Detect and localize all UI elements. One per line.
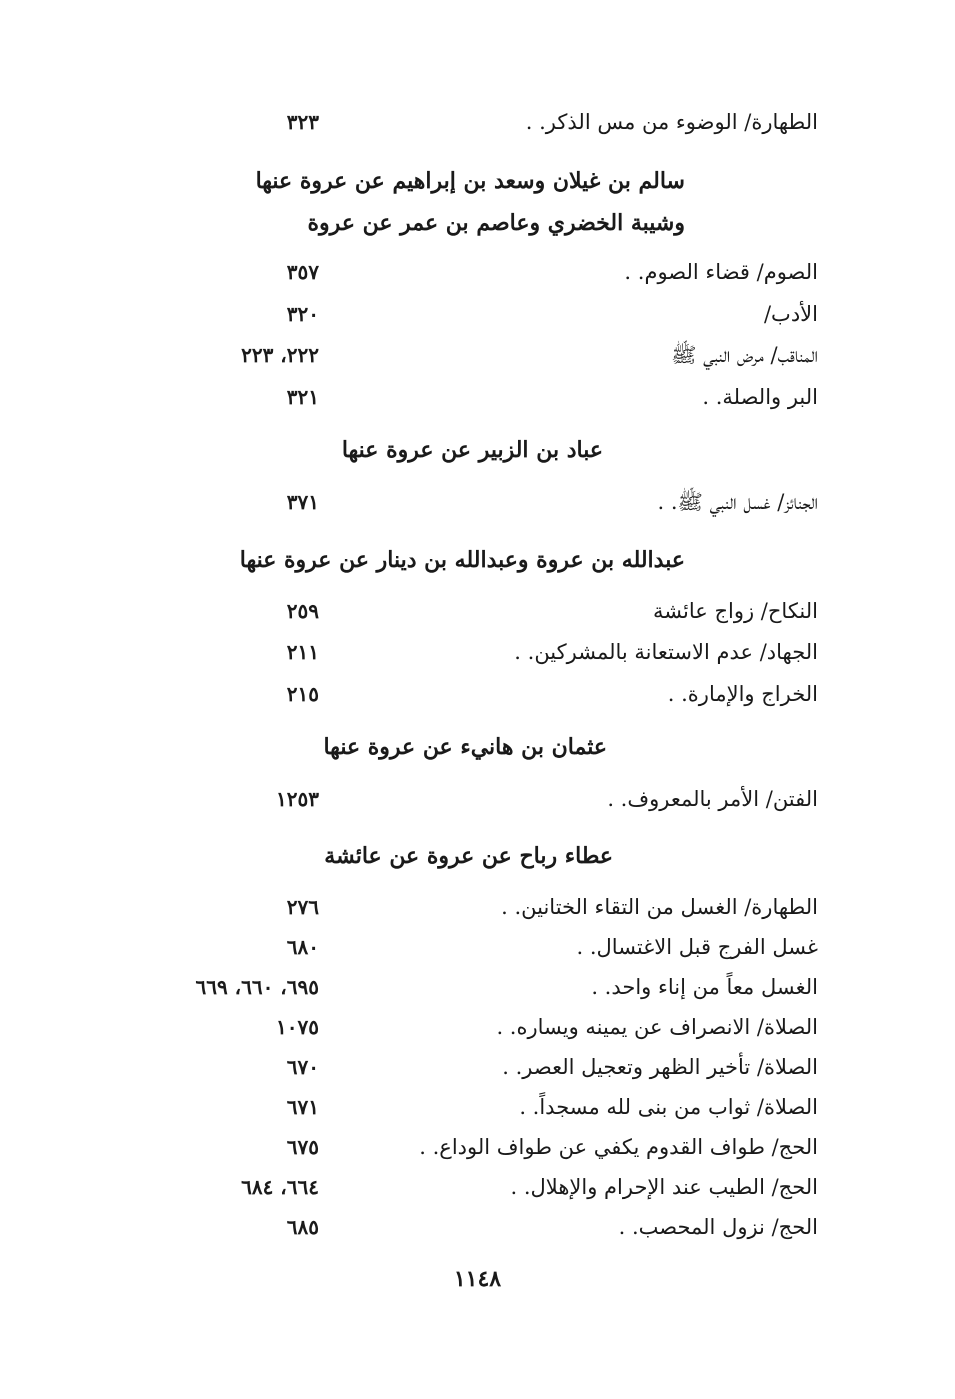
narrator-heading: سالم بن غيلان وسعد بن إبراهيم عن عروة عنها xyxy=(255,168,685,194)
narrator-heading: وشيبة الخضري وعاصم بن عمر عن عروة xyxy=(307,210,685,236)
index-entry xyxy=(0,594,955,628)
entry-pages: ٣٢٠ xyxy=(286,302,319,326)
entry-pages: ٢٥٩ xyxy=(286,599,319,623)
entry-pages: ٦٩٥، ٦٦٠، ٦٦٩ xyxy=(195,975,319,999)
entry-pages: ٣٥٧ xyxy=(286,260,319,284)
index-entry xyxy=(0,255,955,289)
entry-pages: ٣٢١ xyxy=(286,385,319,409)
entry-topic: الجنائز/ غسل النبي ﷺ. . xyxy=(657,490,818,514)
index-entry xyxy=(0,1010,955,1044)
entry-pages: ٣٧١ xyxy=(286,490,319,514)
index-entry xyxy=(0,1170,955,1204)
entry-topic: الصلاة/ الانصراف عن يمينه ويساره. . xyxy=(496,1015,818,1039)
index-entry xyxy=(0,105,955,139)
index-entry xyxy=(0,635,955,669)
narrator-heading: عثمان بن هانيء عن عروة عنها xyxy=(323,734,607,760)
entry-pages: ٦٧٠ xyxy=(286,1055,319,1079)
entry-topic: الجهاد/ عدم الاستعانة بالمشركين. . xyxy=(514,640,818,664)
entry-topic: الفتن/ الأمر بالمعروف. . xyxy=(607,787,818,811)
entry-topic: غسل الفرج قبل الاغتسال. . xyxy=(576,935,818,959)
index-entry xyxy=(0,677,955,711)
index-entry xyxy=(0,1210,955,1244)
index-entry xyxy=(0,782,955,816)
index-entry xyxy=(0,1090,955,1124)
entry-topic: الصلاة/ ثواب من بنى لله مسجداً. . xyxy=(519,1095,818,1119)
index-entry xyxy=(0,380,955,414)
index-entry xyxy=(0,1050,955,1084)
entry-topic: الصوم/ قضاء الصوم. . xyxy=(624,260,818,284)
entry-topic: الخراج والإمارة. . xyxy=(667,682,818,706)
entry-topic: الحج/ نزول المحصب. . xyxy=(618,1215,818,1239)
entry-topic: الطهارة/ الغسل من التقاء الختانين. . xyxy=(501,895,818,919)
entry-topic: الطهارة/ الوضوء من مس الذكر. . xyxy=(525,110,818,134)
narrator-heading: عباد بن الزبير عن عروة عنها xyxy=(341,437,603,463)
entry-pages: ٢١١ xyxy=(286,640,319,664)
entry-pages: ٢٧٦ xyxy=(286,895,319,919)
entry-topic: المناقب/ مرض النبي ﷺ xyxy=(671,343,818,367)
entry-topic: الصلاة/ تأخير الظهر وتعجيل العصر. . xyxy=(502,1055,818,1079)
narrator-heading: عطاء رباح عن عروة عن عائشة xyxy=(324,843,613,869)
index-entry xyxy=(0,338,955,372)
entry-topic: الغسل معاً من إناء واحد. . xyxy=(591,975,818,999)
entry-pages: ٦٦٤، ٦٨٤ xyxy=(241,1175,319,1199)
narrator-heading: عبدالله بن عروة وعبدالله بن دينار عن عروة عنها xyxy=(239,547,685,573)
entry-pages: ٣٢٣ xyxy=(286,110,319,134)
entry-pages: ١٠٧٥ xyxy=(276,1015,319,1039)
index-entry xyxy=(0,970,955,1004)
index-entry xyxy=(0,485,955,519)
entry-topic: الحج/ الطيب عند الإحرام والإهلال. . xyxy=(510,1175,818,1199)
index-entry xyxy=(0,297,955,331)
index-entry xyxy=(0,930,955,964)
page-number: ١١٤٨ xyxy=(453,1266,502,1292)
entry-topic: البر والصلة. . xyxy=(702,385,818,409)
index-entry xyxy=(0,890,955,924)
entry-topic: الأدب/ xyxy=(763,302,818,326)
index-entry xyxy=(0,1130,955,1164)
entry-pages: ٦٨٥ xyxy=(286,1215,319,1239)
entry-pages: ٦٧١ xyxy=(286,1095,319,1119)
entry-topic: الحج/ طواف القدوم يكفي عن طواف الوداع. . xyxy=(419,1135,818,1159)
entry-pages: ١٢٥٣ xyxy=(276,787,319,811)
entry-pages: ٦٧٥ xyxy=(286,1135,319,1159)
entry-topic: النكاح/ زواج عائشة xyxy=(653,599,818,623)
entry-pages: ٢١٥ xyxy=(286,682,319,706)
entry-pages: ٢٢٢، ٢٢٣ xyxy=(241,343,319,367)
entry-pages: ٦٨٠ xyxy=(286,935,319,959)
